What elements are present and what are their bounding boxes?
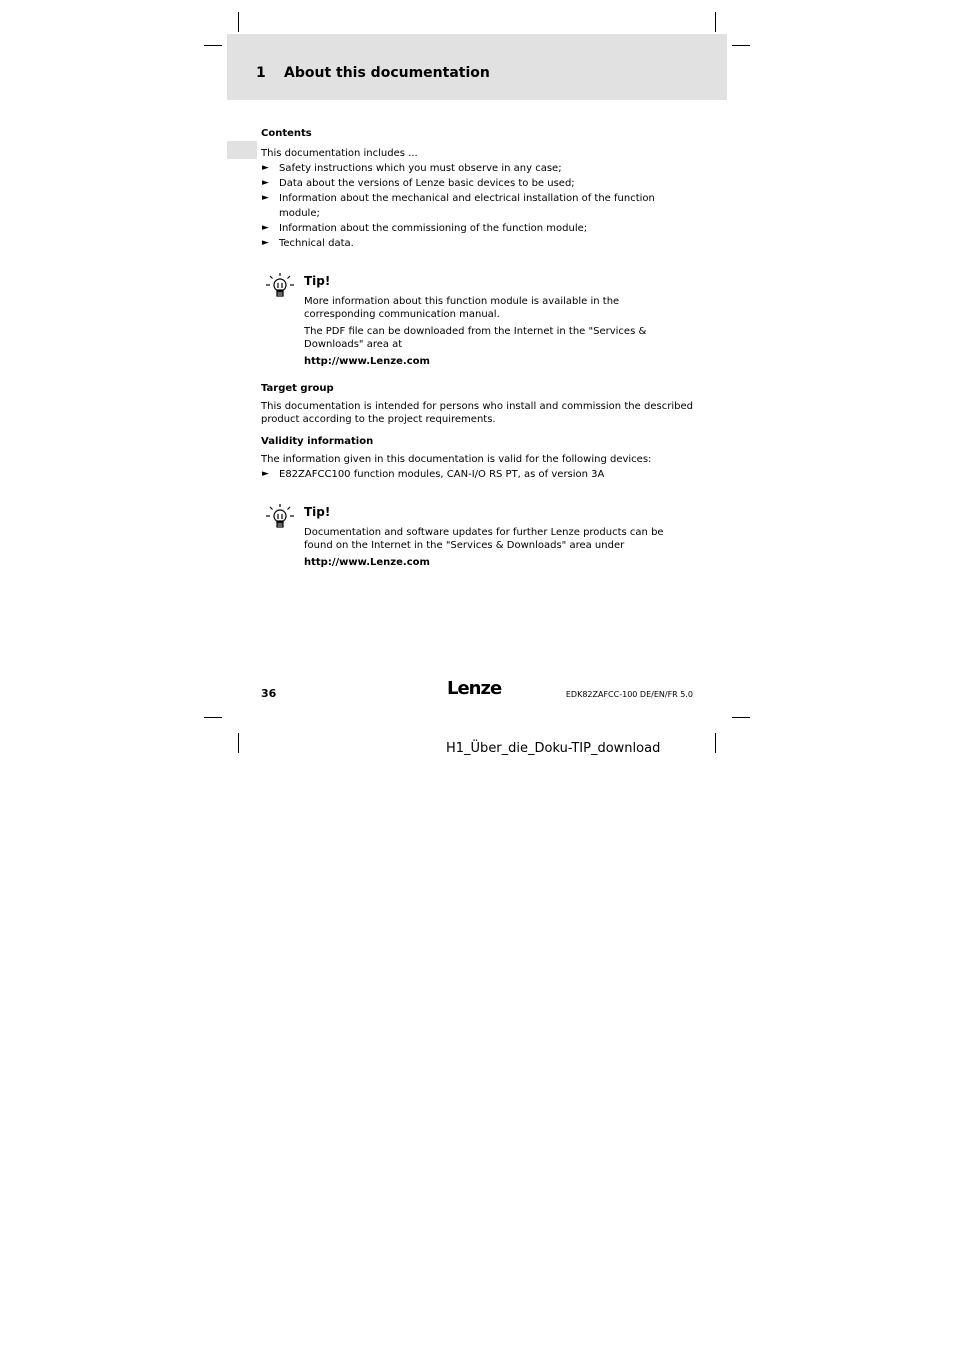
lightbulb-icon	[265, 271, 295, 301]
crop-mark	[204, 45, 222, 46]
crop-mark	[732, 717, 750, 718]
target-group-text: This documentation is intended for persons who install and commission the described product according to the project requirements.	[261, 401, 693, 425]
list-item: ► Safety instructions which you must observe in any case;	[262, 163, 562, 174]
document-id: EDK82ZAFCC-100 DE/EN/FR 5.0	[565, 690, 693, 699]
bullet-arrow-icon: ►	[262, 469, 269, 479]
file-name-label: H1_Über_die_Doku-TIP_download	[446, 741, 661, 756]
page-number: 36	[261, 687, 277, 700]
list-item: ► Technical data.	[262, 238, 354, 249]
tip-box	[261, 273, 693, 369]
lenze-link[interactable]: http://www.Lenze.com	[304, 356, 430, 367]
side-marker-tab	[227, 141, 257, 159]
chapter-title: About this documentation	[284, 65, 490, 81]
lightbulb-icon	[265, 502, 295, 532]
list-item: ► E82ZAFCC100 function modules, CAN-I/O RS PT, as of version 3A	[262, 469, 605, 480]
lenze-logo: Lenze	[447, 678, 502, 699]
list-item: ► Data about the versions of Lenze basic devices to be used;	[262, 178, 575, 189]
crop-mark	[715, 12, 716, 32]
validity-list	[261, 467, 693, 482]
crop-mark	[732, 45, 750, 46]
chapter-number: 1	[256, 65, 266, 81]
tip-text: More information about this function module is available in the corresponding communication manual.	[304, 296, 620, 320]
crop-mark	[238, 733, 239, 753]
contents-list	[261, 161, 693, 251]
bullet-arrow-icon: ►	[262, 178, 269, 188]
tip-box	[261, 504, 693, 570]
crop-mark	[238, 12, 239, 32]
lenze-link[interactable]: http://www.Lenze.com	[304, 557, 430, 568]
contents-intro: This documentation includes ...	[261, 148, 418, 159]
tip-text: Documentation and software updates for further Lenze products can be found on the Internet in the "Services & Downloads" area under	[304, 527, 664, 551]
list-item: ► Information about the mechanical and electrical installation of the function module;	[262, 193, 655, 219]
bullet-arrow-icon: ►	[262, 238, 269, 248]
bullet-arrow-icon: ►	[262, 163, 269, 173]
validity-heading: Validity information	[261, 436, 374, 447]
target-group-heading: Target group	[261, 383, 334, 394]
tip-text: The PDF file can be downloaded from the Internet in the "Services & Downloads" area at	[304, 326, 647, 350]
main-content	[261, 127, 693, 570]
crop-mark	[204, 717, 222, 718]
tip-title: Tip!	[304, 274, 331, 288]
bullet-arrow-icon: ►	[262, 193, 269, 203]
crop-mark	[715, 733, 716, 753]
bullet-arrow-icon: ►	[262, 223, 269, 233]
list-item: ► Information about the commissioning of the function module;	[262, 223, 588, 234]
contents-heading: Contents	[261, 128, 312, 139]
tip-title: Tip!	[304, 505, 331, 519]
validity-intro: The information given in this documentation is valid for the following devices:	[261, 454, 652, 465]
